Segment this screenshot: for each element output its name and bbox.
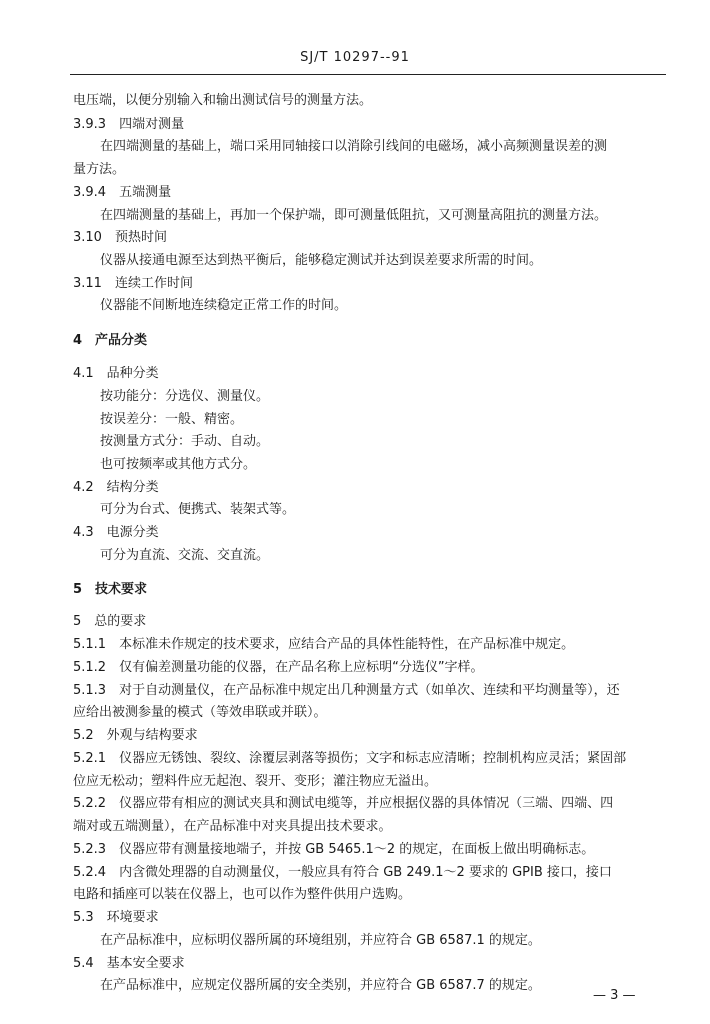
document-code-header: SJ/T 10297--91 xyxy=(300,50,410,65)
text-line: 也可按频率或其他方式分。 xyxy=(100,457,257,472)
section-heading: 5.2 外观与结构要求 xyxy=(73,728,198,743)
page-number: — 3 — xyxy=(593,988,636,1003)
text-line: 应给出被测参量的模式（等效串联或并联）。 xyxy=(73,705,327,720)
text-line: 在产品标准中，应规定仪器所属的安全类别，并应符合 GB 6587.7 的规定。 xyxy=(100,978,541,993)
text-line: 5.1.2 仅有偏差测量功能的仪器，在产品名称上应标明“分选仪”字样。 xyxy=(73,660,484,675)
chapter-heading: 4 产品分类 xyxy=(73,333,148,348)
text-line: 电压端，以便分别输入和输出测试信号的测量方法。 xyxy=(73,93,373,108)
text-line: 按误差分：一般、精密。 xyxy=(100,412,244,427)
section-heading: 3.9.3 四端对测量 xyxy=(73,117,185,132)
section-heading: 4.3 电源分类 xyxy=(73,525,159,540)
text-line: 按测量方式分：手动、自动。 xyxy=(100,434,270,449)
text-line: 位应无松动；塑料件应无起泡、裂开、变形；灌注物应无溢出。 xyxy=(73,774,438,789)
text-line: 5.2.1 仪器应无锈蚀、裂纹、涂覆层剥落等损伤；文字和标志应清晰；控制机构应灵活；紧固部 xyxy=(73,751,627,766)
text-line: 5.2.2 仪器应带有相应的测试夹具和测试电缆等，并应根据仪器的具体情况（三端、四端、四 xyxy=(73,796,614,811)
text-line: 按功能分：分选仪、测量仪。 xyxy=(100,389,270,404)
text-line: 5.2.3 仪器应带有测量接地端子，并按 GB 5465.1～2 的规定，在面板上做出明确标志。 xyxy=(73,842,595,857)
text-line: 在四端测量的基础上，再加一个保护端，即可测量低阻抗，又可测量高阻抗的测量方法。 xyxy=(100,208,608,223)
text-line: 电路和插座可以装在仪器上，也可以作为整件供用户选购。 xyxy=(73,887,412,902)
section-heading: 3.11 连续工作时间 xyxy=(73,276,193,291)
text-line: 仪器能不间断地连续稳定正常工作的时间。 xyxy=(100,298,348,313)
header-rule xyxy=(70,74,666,75)
text-line: 量方法。 xyxy=(73,162,126,177)
text-line: 仪器从接通电源至达到热平衡后，能够稳定测试并达到误差要求所需的时间。 xyxy=(100,253,543,268)
text-line: 5.1.1 本标准未作规定的技术要求，应结合产品的具体性能特性，在产品标准中规定。 xyxy=(73,637,575,652)
section-heading: 4.1 品种分类 xyxy=(73,366,159,381)
text-line: 5.1.3 对于自动测量仪，在产品标准中规定出几种测量方式（如单次、连续和平均测量等），还 xyxy=(73,683,620,698)
chapter-heading: 5 技术要求 xyxy=(73,582,148,597)
section-heading: 3.10 预热时间 xyxy=(73,230,167,245)
text-line: 在四端测量的基础上，端口采用同轴接口以消除引线间的电磁场，减小高频测量误差的测 xyxy=(100,139,608,154)
text-line: 5.2.4 内含微处理器的自动测量仪，一般应具有符合 GB 249.1～2 要求的 GPIB 接口，接口 xyxy=(73,865,612,880)
section-heading: 4.2 结构分类 xyxy=(73,480,159,495)
section-heading: 5 总的要求 xyxy=(73,614,147,629)
text-line: 在产品标准中，应标明仪器所属的环境组别，并应符合 GB 6587.1 的规定。 xyxy=(100,933,541,948)
text-line: 可分为台式、便携式、装架式等。 xyxy=(100,502,296,517)
section-heading: 3.9.4 五端测量 xyxy=(73,185,172,200)
section-heading: 5.4 基本安全要求 xyxy=(73,956,185,971)
text-line: 端对或五端测量），在产品标准中对夹具提出技术要求。 xyxy=(73,819,392,834)
text-line: 可分为直流、交流、交直流。 xyxy=(100,548,270,563)
section-heading: 5.3 环境要求 xyxy=(73,910,159,925)
